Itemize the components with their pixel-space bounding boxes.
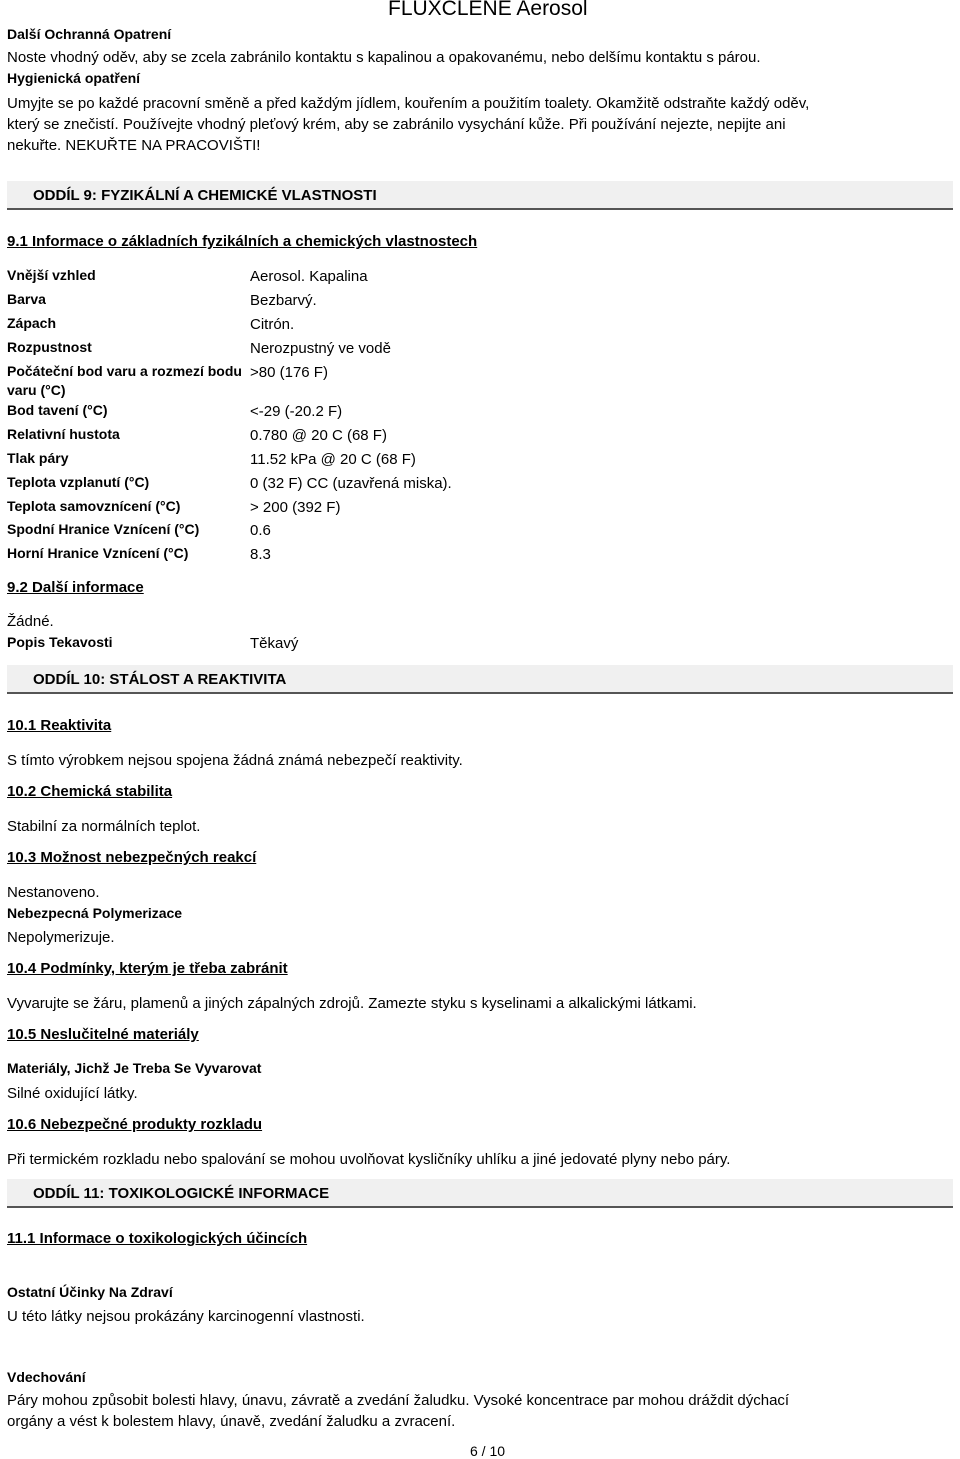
prop-label-color: Barva bbox=[7, 291, 46, 307]
prop-value-relative-density: 0.780 @ 20 C (68 F) bbox=[250, 427, 387, 444]
prop-label-flash-point: Teplota vzplanutí (°C) bbox=[7, 474, 150, 490]
prop-label-solubility: Rozpustnost bbox=[7, 339, 92, 355]
prop-label-relative-density: Relativní hustota bbox=[7, 426, 120, 442]
volatility-value: Těkavý bbox=[250, 635, 299, 652]
prop-label-autoignition: Teplota samovznícení (°C) bbox=[7, 498, 181, 514]
prop-label-boiling-point-unit: varu (°C) bbox=[7, 382, 66, 398]
prop-label-appearance: Vnější vzhled bbox=[7, 267, 96, 283]
hygiene-line-3: nekuřte. NEKUŘTE NA PRACOVIŠTI! bbox=[7, 137, 261, 154]
section-9-title: ODDÍL 9: FYZIKÁLNÍ A CHEMICKÉ VLASTNOSTI bbox=[33, 187, 377, 204]
hygiene-line-1: Umyjte se po každé pracovní směně a před každým jídlem, kouřením a použitím toalety. Okamžitě odstraňte každý oděv, bbox=[7, 95, 810, 112]
decomposition-text: Při termickém rozkladu nebo spalování se mohou uvolňovat kysličníky uhlíku a jiné jedovaté plyny nebo páry. bbox=[7, 1151, 731, 1168]
subsection-10-4: 10.4 Podmínky, kterým je třeba zabránit bbox=[7, 960, 288, 977]
subsection-10-3: 10.3 Možnost nebezpečných reakcí bbox=[7, 849, 257, 866]
section-11-title: ODDÍL 11: TOXIKOLOGICKÉ INFORMACE bbox=[33, 1185, 330, 1202]
prop-label-melting-point: Bod tavení (°C) bbox=[7, 402, 108, 418]
prop-value-appearance: Aerosol. Kapalina bbox=[250, 268, 368, 285]
product-title: FLUXCLENE Aerosol bbox=[388, 0, 588, 20]
subsection-10-5: 10.5 Neslučitelné materiály bbox=[7, 1026, 199, 1043]
prop-value-autoignition: > 200 (392 F) bbox=[250, 499, 341, 516]
other-info-text: Žádné. bbox=[7, 613, 54, 630]
reactions-text: Nestanoveno. bbox=[7, 884, 100, 901]
prop-value-melting-point: <-29 (-20.2 F) bbox=[250, 403, 343, 420]
subsection-9-1: 9.1 Informace o základních fyzikálních a chemických vlastnostech bbox=[7, 233, 478, 250]
materials-text: Silné oxidující látky. bbox=[7, 1085, 138, 1102]
prop-value-flash-point: 0 (32 F) CC (uzavřená miska). bbox=[250, 475, 452, 492]
inhalation-label: Vdechování bbox=[7, 1369, 86, 1385]
materials-label: Materiály, Jichž Je Treba Se Vyvarovat bbox=[7, 1060, 262, 1076]
polymerization-label: Nebezpecná Polymerizace bbox=[7, 905, 183, 921]
prop-value-lower-limit: 0.6 bbox=[250, 522, 271, 539]
prop-label-vapour-pressure: Tlak páry bbox=[7, 450, 69, 466]
section-10-band bbox=[7, 665, 953, 694]
polymerization-text: Nepolymerizuje. bbox=[7, 929, 115, 946]
conditions-text: Vyvarujte se žáru, plamenů a jiných zápalných zdrojů. Zamezte styku s kyselinami a alkalickými látkami. bbox=[7, 995, 697, 1012]
protection-text: Noste vhodný oděv, aby se zcela zabránilo kontaktu s kapalinou a opakovanému, nebo delšímu kontaktu s párou. bbox=[7, 49, 761, 66]
prop-value-solubility: Nerozpustný ve vodě bbox=[250, 340, 391, 357]
subsection-10-2: 10.2 Chemická stabilita bbox=[7, 783, 173, 800]
prop-value-color: Bezbarvý. bbox=[250, 292, 317, 309]
stability-text: Stabilní za normálních teplot. bbox=[7, 818, 201, 835]
subsection-11-1: 11.1 Informace o toxikologických účincích bbox=[7, 1230, 308, 1247]
prop-label-upper-limit: Horní Hranice Vznícení (°C) bbox=[7, 545, 189, 561]
inhalation-line-1: Páry mohou způsobit bolesti hlavy, únavu, závratě a zvedání žaludku. Vysoké koncentrace par mohou dráždit dýchací bbox=[7, 1392, 790, 1409]
section-11-band bbox=[7, 1179, 953, 1208]
prop-label-lower-limit: Spodní Hranice Vznícení (°C) bbox=[7, 521, 200, 537]
subsection-10-1: 10.1 Reaktivita bbox=[7, 717, 112, 734]
prop-label-odor: Zápach bbox=[7, 315, 57, 331]
hygiene-label: Hygienická opatření bbox=[7, 70, 141, 86]
subsection-10-6: 10.6 Nebezpečné produkty rozkladu bbox=[7, 1116, 263, 1133]
section-10-title: ODDÍL 10: STÁLOST A REAKTIVITA bbox=[33, 671, 287, 688]
subsection-9-2: 9.2 Další informace bbox=[7, 579, 144, 596]
other-effects-text: U této látky nejsou prokázány karcinogenní vlastnosti. bbox=[7, 1308, 365, 1325]
reactivity-text: S tímto výrobkem nejsou spojena žádná známá nebezpečí reaktivity. bbox=[7, 752, 463, 769]
prop-label-boiling-point: Počáteční bod varu a rozmezí bodu bbox=[7, 363, 242, 379]
hygiene-line-2: který se znečistí. Používejte vhodný pleťový krém, aby se zabránilo vysychání kůže. Při používání nejezte, nepijte ani bbox=[7, 116, 786, 133]
page-number: 6 / 10 bbox=[470, 1443, 506, 1459]
inhalation-line-2: orgány a vést k bolestem hlavy, únavě, zvedání žaludku a zvracení. bbox=[7, 1413, 456, 1430]
prop-value-boiling-point: >80 (176 F) bbox=[250, 364, 328, 381]
volatility-label: Popis Tekavosti bbox=[7, 634, 113, 650]
prop-value-odor: Citrón. bbox=[250, 316, 295, 333]
section-label-other-protection: Další Ochranná Opatrení bbox=[7, 26, 172, 42]
prop-value-vapour-pressure: 11.52 kPa @ 20 C (68 F) bbox=[250, 451, 416, 468]
prop-value-upper-limit: 8.3 bbox=[250, 546, 271, 563]
other-effects-label: Ostatní Účinky Na Zdraví bbox=[7, 1284, 173, 1300]
section-9-band bbox=[7, 181, 953, 210]
